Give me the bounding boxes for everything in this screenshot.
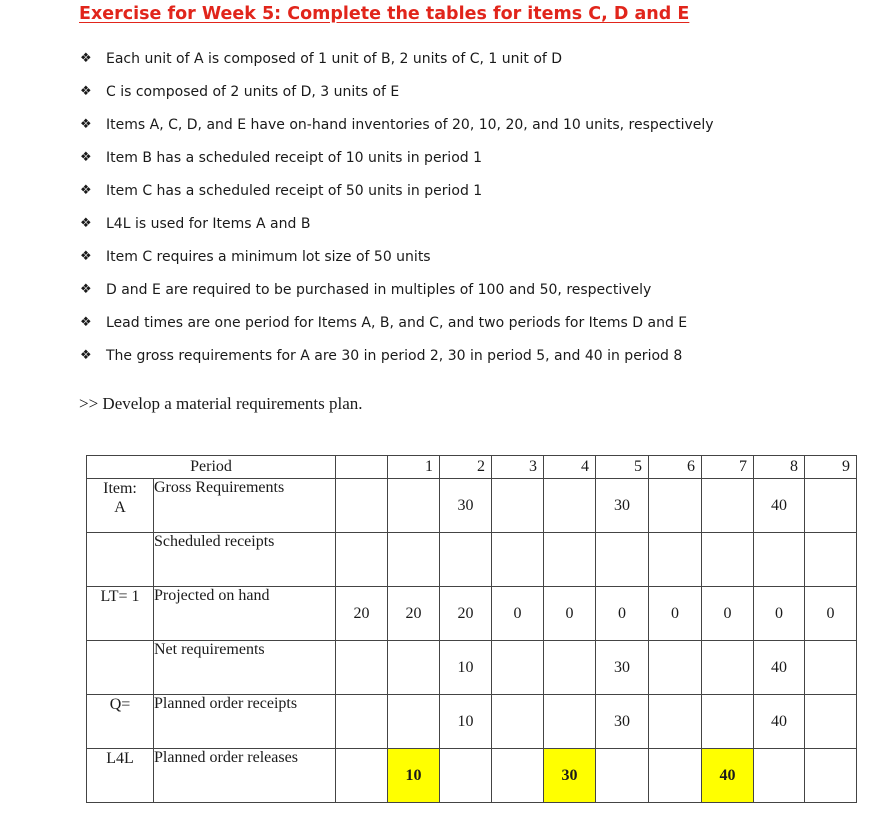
table-cell — [805, 641, 857, 695]
exercise-title: Exercise for Week 5: Complete the tables for items C, D and E — [79, 4, 690, 24]
list-item — [80, 207, 714, 240]
initial-cell — [336, 749, 388, 803]
row-label: Planned order receipts — [154, 695, 336, 749]
period-number: 5 — [596, 456, 649, 479]
table-cell — [492, 533, 544, 587]
initial-period-cell — [336, 456, 388, 479]
period-number: 7 — [702, 456, 754, 479]
table-cell — [805, 533, 857, 587]
table-cell: 10 — [440, 695, 492, 749]
table-cell — [649, 749, 702, 803]
table-cell: 30 — [596, 479, 649, 533]
table-cell — [596, 749, 649, 803]
list-item — [80, 108, 714, 141]
table-cell — [544, 479, 596, 533]
period-number: 9 — [805, 456, 857, 479]
row-label: Net requirements — [154, 641, 336, 695]
table-cell — [492, 695, 544, 749]
table-cell — [440, 533, 492, 587]
table-cell: 40 — [754, 479, 805, 533]
bullet-text: D and E are required to be purchased in multiples of 100 and 50, respectively — [106, 281, 652, 298]
diamond-bullet-icon: ❖ — [80, 282, 92, 297]
mrp-table — [86, 455, 857, 803]
scheduled-receipts-row — [87, 533, 857, 587]
diamond-bullet-icon: ❖ — [80, 51, 92, 66]
initial-cell — [336, 641, 388, 695]
table-cell: 0 — [492, 587, 544, 641]
table-cell: 0 — [649, 587, 702, 641]
table-cell — [805, 749, 857, 803]
table-cell — [492, 641, 544, 695]
table-cell — [702, 695, 754, 749]
diamond-bullet-icon: ❖ — [80, 150, 92, 165]
initial-cell: 20 — [336, 587, 388, 641]
initial-cell — [336, 695, 388, 749]
list-item — [80, 141, 714, 174]
table-cell — [544, 695, 596, 749]
table-cell: 30 — [596, 695, 649, 749]
table-cell: 20 — [388, 587, 440, 641]
planned-order-releases-row — [87, 749, 857, 803]
bullet-text: Each unit of A is composed of 1 unit of B, 2 units of C, 1 unit of D — [106, 50, 563, 67]
period-header-row — [87, 456, 857, 479]
item-name: A — [114, 499, 126, 516]
table-cell — [388, 533, 440, 587]
highlighted-release-cell: 10 — [388, 749, 440, 803]
gross-requirements-row — [87, 479, 857, 533]
row-label: Gross Requirements — [154, 479, 336, 533]
bullet-text: C is composed of 2 units of D, 3 units of E — [106, 83, 400, 100]
period-number: 8 — [754, 456, 805, 479]
table-cell: 10 — [440, 641, 492, 695]
list-item — [80, 306, 714, 339]
diamond-bullet-icon: ❖ — [80, 315, 92, 330]
planned-order-receipts-row — [87, 695, 857, 749]
projected-on-hand-row — [87, 587, 857, 641]
table-cell — [596, 533, 649, 587]
diamond-bullet-icon: ❖ — [80, 216, 92, 231]
table-cell — [649, 695, 702, 749]
table-cell — [388, 695, 440, 749]
list-item — [80, 273, 714, 306]
table-cell: 30 — [596, 641, 649, 695]
bullet-text: Items A, C, D, and E have on-hand inventories of 20, 10, 20, and 10 units, respectively — [106, 116, 714, 133]
table-cell — [388, 479, 440, 533]
table-cell: 0 — [754, 587, 805, 641]
diamond-bullet-icon: ❖ — [80, 249, 92, 264]
bullet-text: L4L is used for Items A and B — [106, 215, 311, 232]
bullet-text: Item B has a scheduled receipt of 10 units in period 1 — [106, 149, 483, 166]
table-cell: 0 — [596, 587, 649, 641]
table-cell: 40 — [754, 641, 805, 695]
period-number: 2 — [440, 456, 492, 479]
table-cell — [805, 479, 857, 533]
table-cell — [388, 641, 440, 695]
table-cell: 0 — [702, 587, 754, 641]
table-cell — [805, 695, 857, 749]
instruction-text: >> Develop a material requirements plan. — [79, 394, 363, 413]
table-cell — [754, 533, 805, 587]
item-cell — [87, 533, 154, 587]
highlighted-release-cell: 40 — [702, 749, 754, 803]
diamond-bullet-icon: ❖ — [80, 84, 92, 99]
net-requirements-row — [87, 641, 857, 695]
table-cell — [702, 641, 754, 695]
period-number: 3 — [492, 456, 544, 479]
table-cell: 30 — [440, 479, 492, 533]
table-cell — [492, 479, 544, 533]
list-item — [80, 42, 714, 75]
item-cell — [87, 641, 154, 695]
initial-cell — [336, 533, 388, 587]
table-cell — [440, 749, 492, 803]
lot-size-label: Q= — [87, 695, 154, 749]
bullet-text: The gross requirements for A are 30 in period 2, 30 in period 5, and 40 in period 8 — [106, 347, 683, 364]
table-cell — [492, 749, 544, 803]
list-item — [80, 75, 714, 108]
highlighted-release-cell: 30 — [544, 749, 596, 803]
period-number: 4 — [544, 456, 596, 479]
bullet-text: Item C has a scheduled receipt of 50 units in period 1 — [106, 182, 483, 199]
bullet-text: Item C requires a minimum lot size of 50 units — [106, 248, 431, 265]
table-cell: 0 — [805, 587, 857, 641]
lot-rule-label: L4L — [87, 749, 154, 803]
table-cell: 40 — [754, 695, 805, 749]
period-number: 6 — [649, 456, 702, 479]
period-label: Period — [87, 456, 336, 479]
diamond-bullet-icon: ❖ — [80, 183, 92, 198]
lead-time-label: LT= 1 — [87, 587, 154, 641]
row-label: Planned order releases — [154, 749, 336, 803]
item-cell — [87, 479, 154, 533]
list-item — [80, 240, 714, 273]
table-cell — [649, 533, 702, 587]
item-label: Item: — [103, 480, 137, 497]
row-label: Projected on hand — [154, 587, 336, 641]
table-cell — [649, 641, 702, 695]
diamond-bullet-icon: ❖ — [80, 117, 92, 132]
requirements-list — [80, 42, 714, 372]
initial-cell — [336, 479, 388, 533]
period-number: 1 — [388, 456, 440, 479]
table-cell — [754, 749, 805, 803]
table-cell — [702, 479, 754, 533]
diamond-bullet-icon: ❖ — [80, 348, 92, 363]
table-cell — [544, 641, 596, 695]
list-item — [80, 339, 714, 372]
table-cell — [702, 533, 754, 587]
list-item — [80, 174, 714, 207]
table-cell — [544, 533, 596, 587]
table-cell — [649, 479, 702, 533]
table-cell: 0 — [544, 587, 596, 641]
table-cell: 20 — [440, 587, 492, 641]
row-label: Scheduled receipts — [154, 533, 336, 587]
bullet-text: Lead times are one period for Items A, B, and C, and two periods for Items D and E — [106, 314, 688, 331]
